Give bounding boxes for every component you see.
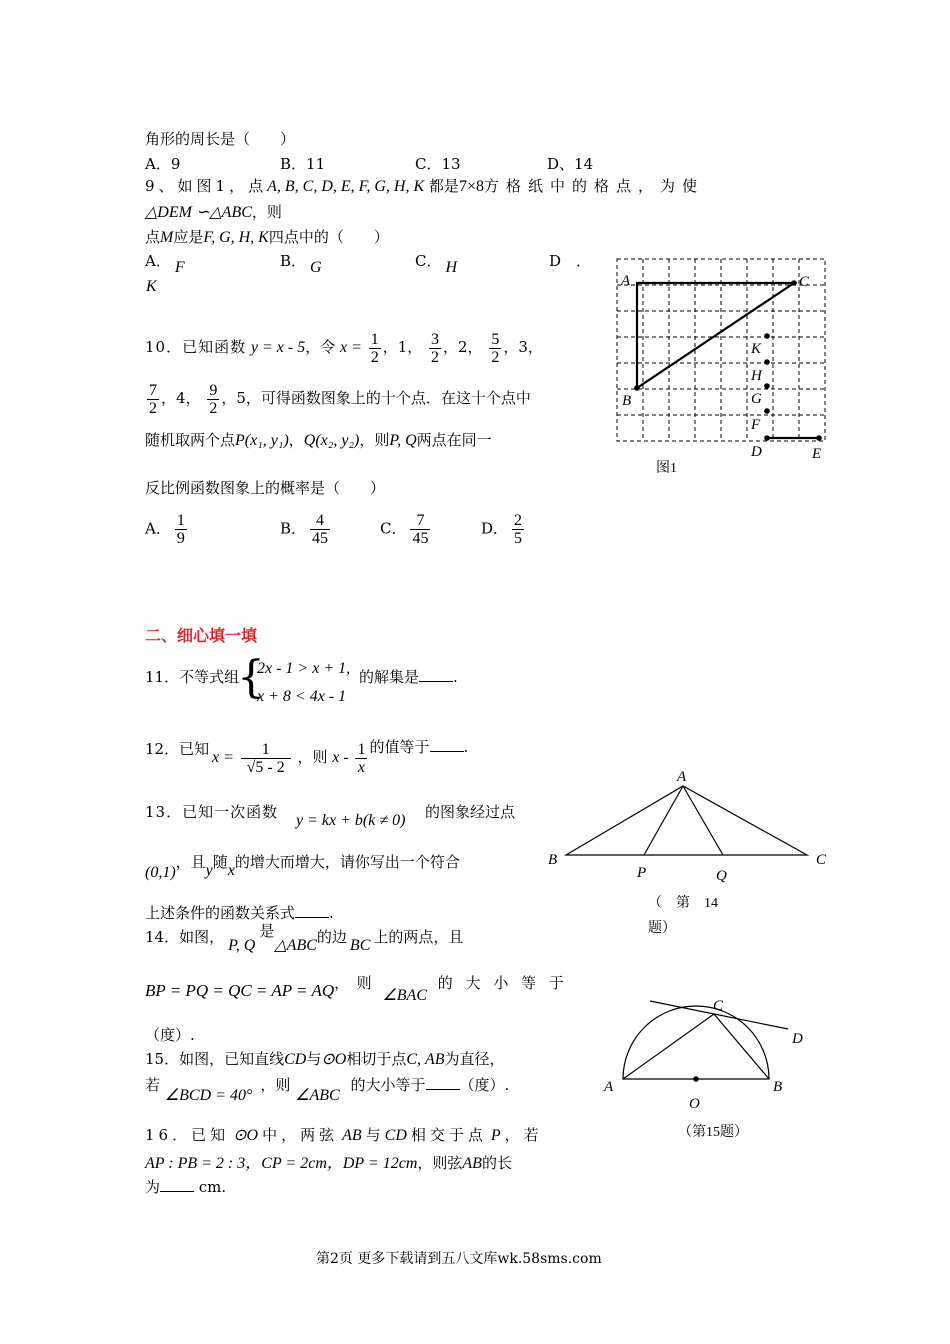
q10-option-b: B． $\frac{4}{45}$ bbox=[280, 512, 329, 547]
label-c: C bbox=[816, 852, 827, 868]
label-a: A bbox=[621, 273, 631, 289]
q9-option-d-label: D ． bbox=[549, 252, 592, 270]
q8-option-b: B．11 bbox=[280, 155, 326, 173]
q13-post: 的图象经过点 bbox=[425, 803, 516, 821]
label-f: F bbox=[751, 417, 761, 433]
triangle-abc bbox=[637, 283, 794, 388]
figure-1-caption: 图1 bbox=[656, 461, 677, 476]
q10-stem-line4: 反比例函数图象上的概率是（ ） bbox=[145, 479, 386, 497]
q10-stem-line3: 随机取两个点P(x₁, y₁)，Q(x₂, y₂)，则P, Q两点在同一 bbox=[145, 431, 492, 449]
q15-line1: 15．如图，已知直线CD与⊙O相切于点C, AB为直径， bbox=[145, 1050, 505, 1068]
figure-1-grid bbox=[606, 255, 831, 480]
frac-5-2: $\frac{5}{2}$ bbox=[491, 330, 500, 366]
q9-option-b: B． G bbox=[280, 252, 322, 276]
q12-body: x = $\frac{1}{√5 - 2}$ ，则 x - $\frac{1}{x}$ 的值等于 . bbox=[212, 738, 469, 776]
q8-option-a: A．9 bbox=[145, 155, 181, 173]
label-q: Q bbox=[716, 868, 727, 884]
q9-option-a: A． F bbox=[145, 252, 185, 276]
q8-option-c: C．13 bbox=[415, 155, 461, 173]
label-b: B bbox=[548, 852, 558, 868]
q11-inequality-2: x + 8 < 4x - 1 bbox=[257, 688, 347, 705]
label-b: B bbox=[773, 1079, 783, 1095]
label-a: A bbox=[677, 769, 687, 785]
q10-stem-line1: 10．已知函数 y = x - 5，令 x = $\frac{1}{2}$ ，1， $\frac{3}{2}$ ，2， $\frac{5}{2}$ ，3， bbox=[145, 330, 543, 366]
q14-line2: BP = PQ = QC = AP = AQ， 则 ∠BAC 的 大 小 等 于 bbox=[145, 974, 568, 1004]
frac-7-2: $\frac{7}{2}$ bbox=[149, 381, 157, 417]
q9-stem-line2: △DEM ∽△ABC，则 bbox=[145, 203, 282, 221]
q13-pre: 13．已知一次函数 bbox=[145, 803, 279, 821]
frac-3-2: $\frac{3}{2}$ bbox=[431, 330, 440, 366]
label-g: G bbox=[751, 391, 762, 407]
q14-line1: 14．如图， P, Q是△ABC的边 BC 上的两点，且 bbox=[145, 922, 464, 954]
q13-line2: (0,1)，且y随x的增大而增大，请你写出一个符合 bbox=[145, 853, 460, 881]
frac-9-2: $\frac{9}{2}$ bbox=[209, 381, 218, 417]
label-p: P bbox=[637, 865, 647, 881]
q12-pre: 12．已知 bbox=[145, 740, 210, 758]
label-e: E bbox=[812, 446, 822, 462]
label-b: B bbox=[622, 393, 632, 409]
q11-brace: { bbox=[237, 652, 265, 703]
q9-stem-line3: 点M应是F, G, H, K四点中的（ ） bbox=[145, 228, 389, 246]
q9-option-d: K bbox=[146, 278, 157, 295]
label-d: D bbox=[792, 1031, 803, 1047]
label-o: O bbox=[689, 1096, 700, 1112]
label-c: C bbox=[713, 998, 724, 1014]
q8-option-d: D、14 bbox=[547, 155, 594, 173]
label-h: H bbox=[751, 368, 762, 384]
label-c: C bbox=[799, 274, 810, 290]
q15-line2: 若 ∠BCD = 40°，则 ∠ABC 的大小等于 （度）. bbox=[145, 1076, 510, 1104]
q16-line3: 为 cm. bbox=[145, 1178, 227, 1196]
q8-stem: 角形的周长是（ ） bbox=[145, 130, 296, 148]
q11-inequality-1: 2x - 1 > x + 1, bbox=[257, 660, 351, 677]
q10-stem-line2: $\frac{7}{2}$ ，4， $\frac{9}{2}$ ，5，可得函数图象上的十个点．在这十个点中 bbox=[149, 381, 531, 417]
q14-line3: （度）. bbox=[145, 1026, 195, 1044]
q16-line2: AP : PB = 2 : 3，CP = 2cm，DP = 12cm，则弦AB的长 bbox=[145, 1154, 512, 1172]
figure-14 bbox=[540, 762, 840, 942]
q11-pre: 11．不等式组 bbox=[145, 668, 240, 686]
q13-line3: 上述条件的函数关系式 . bbox=[145, 904, 334, 922]
q9-option-c: C． H bbox=[415, 252, 458, 276]
page-footer: 第2页 更多下载请到五八文库wk.58sms.com bbox=[316, 1251, 602, 1267]
q11-post: 的解集是 . bbox=[359, 668, 458, 686]
q10-option-a: A． $\frac{1}{9}$ bbox=[145, 512, 185, 547]
figure-14-caption-2: 题） bbox=[648, 921, 676, 936]
label-a: A bbox=[604, 1079, 614, 1095]
figure-15 bbox=[600, 995, 815, 1145]
q9-stem-line1: 9、如图1，点A, B, C, D, E, F, G, H, K 都是7×8方格纸中的格点，为使 bbox=[145, 177, 704, 195]
q10-option-c: C． $\frac{7}{45}$ bbox=[380, 512, 429, 547]
q13-function: y = kx + b(k ≠ 0) bbox=[296, 812, 406, 829]
label-k: K bbox=[751, 341, 762, 357]
label-d: D bbox=[751, 444, 762, 460]
q10-option-d: D． $\frac{2}{5}$ bbox=[481, 512, 523, 547]
q16-line1: 16．已知 ⊙O 中，两弦 AB 与 CD 相交于点 P ，若 bbox=[145, 1126, 543, 1144]
figure-15-caption: （第15题） bbox=[678, 1125, 748, 1140]
frac-1-2: $\frac{1}{2}$ bbox=[370, 330, 379, 366]
section-2-title: 二、细心填一填 bbox=[145, 626, 258, 645]
figure-14-caption-1: （ 第 14 bbox=[648, 896, 718, 911]
